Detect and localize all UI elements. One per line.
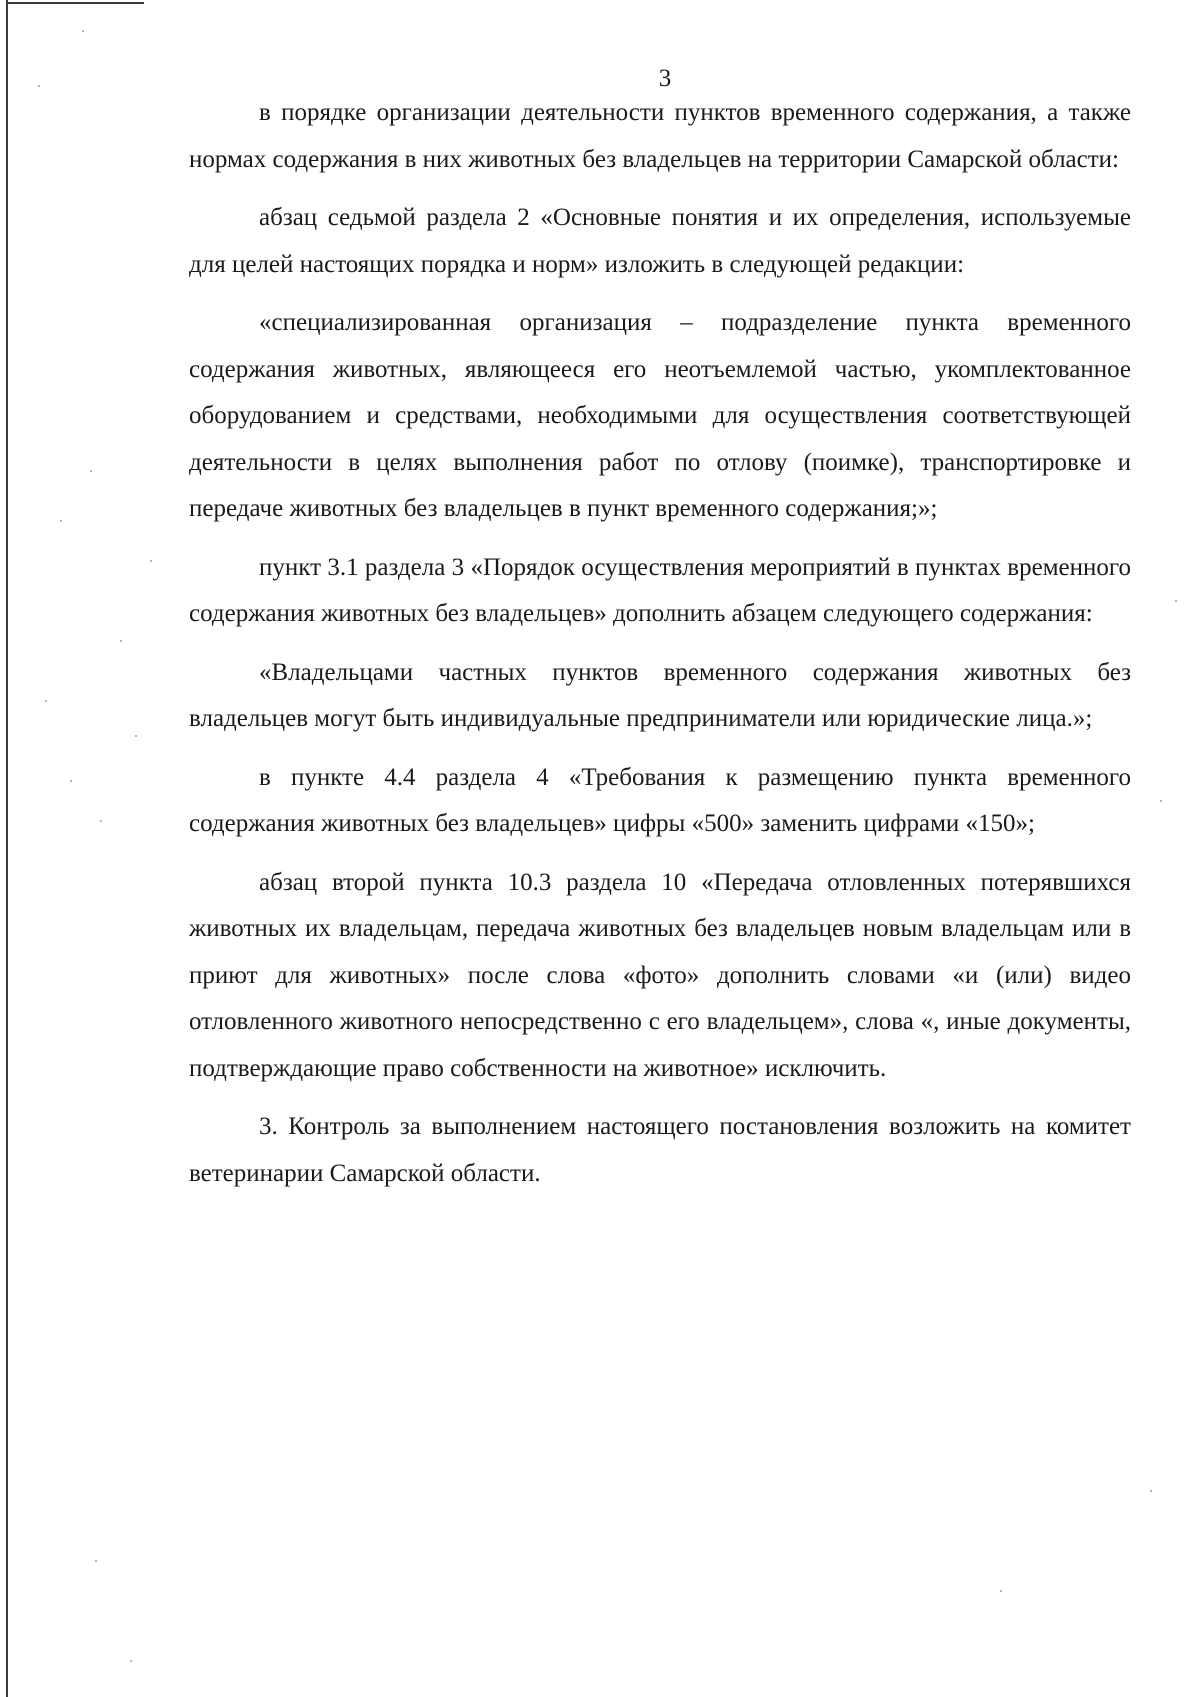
paragraph: абзац седьмой раздела 2 «Основные понятия и их определения, используемые для целей настоящих порядка и норм» изложить в следующей редакции:	[189, 204, 1131, 278]
scan-top-border	[6, 2, 144, 4]
paragraph: пункт 3.1 раздела 3 «Порядок осуществления мероприятий в пунктах временного содержания животных без владельцев» дополнить абзацем следующего содержания:	[189, 553, 1131, 627]
paragraph: абзац второй пункта 10.3 раздела 10 «Передача отловленных потерявшихся животных их владельцам, передача животных без владельцев новым владельцам или в приют для животных» после слова «фото» дополнить словами «и (или) видео отловленного животного непосредственно с его владельцем», слова «, иные документы, подтверждающие право собственности на животное» исключить.	[189, 868, 1131, 1082]
scan-left-border	[6, 0, 8, 1697]
paragraph: «Владельцами частных пунктов временного содержания животных без владельцев могут быть индивидуальные предприниматели или юридические лица.»;	[189, 658, 1131, 732]
paragraph: в порядке организации деятельности пунктов временного содержания, а также нормах содержания в них животных без владельцев на территории Самарской области:	[189, 99, 1131, 173]
paragraph: 3. Контроль за выполнением настоящего постановления возложить на комитет ветеринарии Самарской области.	[189, 1113, 1131, 1187]
paragraph: «специализированная организация – подразделение пункта временного содержания животных, являющееся его неотъемлемой частью, укомплектованное оборудованием и средствами, необходимыми для осуществления соответствующей деятельности в целях выполнения работ по отлову (поимке), транспортировке и передаче животных без владельцев в пункт временного содержания;»;	[189, 309, 1131, 522]
page-number: 3	[658, 65, 672, 92]
paragraph: в пункте 4.4 раздела 4 «Требования к размещению пункта временного содержания животных без владельцев» цифры «500» заменить цифрами «150»;	[189, 763, 1131, 837]
document-body	[189, 90, 1131, 1209]
